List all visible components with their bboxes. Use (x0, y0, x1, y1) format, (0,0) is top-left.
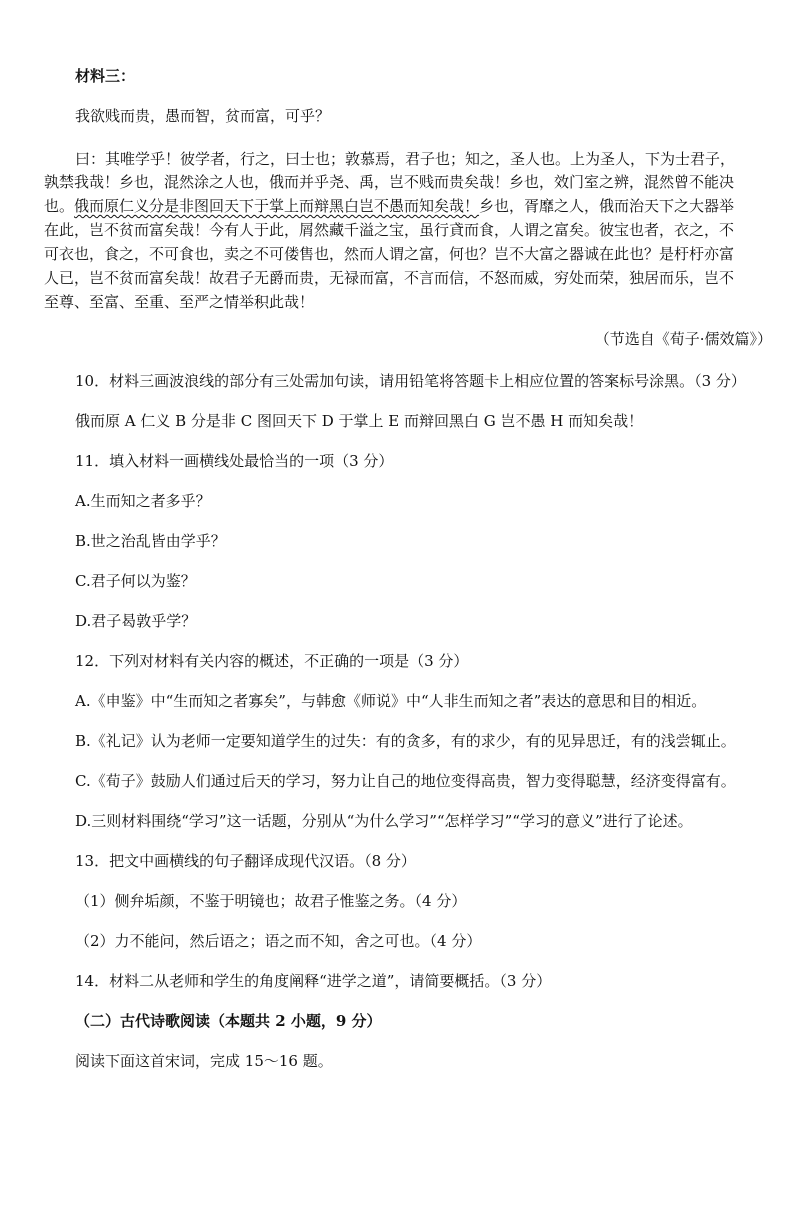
q11-option-c: C.君子何以为鉴？ (75, 572, 196, 590)
q13-item-2: （2）力不能问，然后语之；语之而不知，舍之可也。（4 分） (75, 932, 482, 950)
material3-para-line-6: 人已，岂不贫而富矣哉！故君子无爵而贵，无禄而富，不言而信，不怒而威，穷处而荣，独居而乐，岂不 (44, 269, 735, 287)
material3-para-line-3-end: 乡也，胥靡之人，俄而治天下之大器举 (479, 197, 735, 215)
q12-option-b: B.《礼记》认为老师一定要知道学生的过失：有的贪多，有的求少，有的见异思迁，有的浅尝辄止。 (75, 732, 736, 750)
q11-option-a: A.生而知之者多乎？ (75, 492, 211, 510)
material3-heading: 材料三： (75, 67, 136, 85)
q12-option-a: A.《申鉴》中“生而知之者寡矣”，与韩愈《师说》中“人非生而知之者”表达的意思和目的相近。 (75, 692, 707, 710)
material3-source: （节选自《荀子·儒效篇》） (594, 330, 772, 348)
material3-question-line: 我欲贱而贵，愚而智，贫而富，可乎？ (75, 107, 331, 125)
section2-instruction: 阅读下面这首宋词，完成 15～16 题。 (75, 1052, 333, 1070)
material3-para-line-4: 在此，岂不贫而富矣哉！今有人于此，屑然藏千溢之宝，虽行貣而食，人谓之富矣。彼宝也者，衣之，不 (44, 221, 735, 239)
material3-para-line-3-start: 也。 (44, 197, 75, 215)
wavy-underlined-sentence: 俄而原仁义分是非图回天下于掌上而辩黑白岂不愚而知矣哉！ (74, 197, 480, 215)
material3-para-line-1: 曰：其唯学乎！彼学者，行之，曰士也；敦慕焉，君子也；知之，圣人也。上为圣人，下为士君子， (75, 150, 736, 168)
q13-item-1: （1）侧弁垢颜，不鉴于明镜也；故君子惟鉴之务。（4 分） (75, 892, 467, 910)
q11-stem: 11．填入材料一画横线处最恰当的一项（3 分） (75, 452, 394, 470)
q11-option-d: D.君子曷敦乎学？ (75, 612, 197, 630)
material3-para-line-5: 可衣也，食之，不可食也，卖之不可偻售也，然而人谓之富，何也？岂不大富之器诚在此也？是杅杅亦富 (44, 245, 735, 263)
material3-para-line-7: 至尊、至富、至重、至严之情举积此哉！ (44, 293, 315, 311)
material3-para-line-2: 孰禁我哉！乡也，混然涂之人也，俄而并乎尧、禹，岂不贱而贵矣哉！乡也，效门室之辨，混然曾不能决 (44, 173, 735, 191)
q12-stem: 12．下列对材料有关内容的概述，不正确的一项是（3 分） (75, 652, 469, 670)
q12-option-d: D.三则材料围绕“学习”这一话题，分别从“为什么学习”“怎样学习”“学习的意义”进行了论述。 (75, 812, 693, 830)
q13-stem: 13．把文中画横线的句子翻译成现代汉语。（8 分） (75, 852, 416, 870)
q12-option-c: C.《荀子》鼓励人们通过后天的学习，努力让自己的地位变得高贵，智力变得聪慧，经济变得富有。 (75, 772, 736, 790)
q14-stem: 14．材料二从老师和学生的角度阐释“进学之道”，请简要概括。（3 分） (75, 972, 552, 990)
q10-stem: 10．材料三画波浪线的部分有三处需加句读，请用铅笔将答题卡上相应位置的答案标号涂黑。（3 分） (75, 372, 746, 390)
q11-option-b: B.世之治乱皆由学乎？ (75, 532, 226, 550)
section2-heading: （二）古代诗歌阅读（本题共 2 小题，9 分） (75, 1012, 382, 1030)
q10-sentence: 俄而原 A 仁义 B 分是非 C 图回天下 D 于掌上 E 而辩回黑白 G 岂不愚 H 而知矣哉！ (75, 412, 644, 430)
material3-para-line-3 (44, 196, 734, 216)
